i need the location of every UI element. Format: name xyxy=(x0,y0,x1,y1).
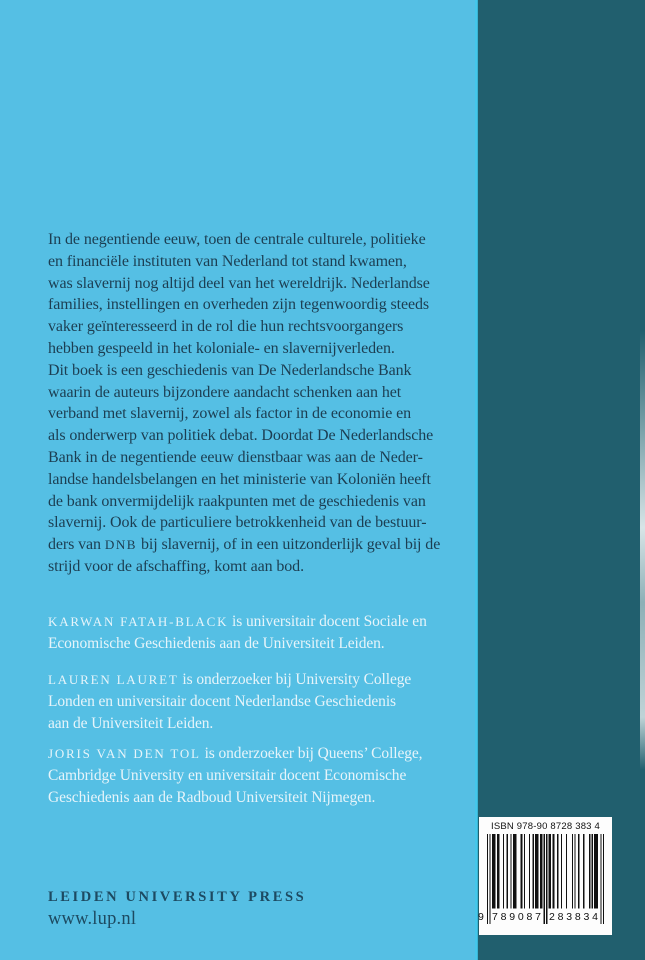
blurb-line: verband met slavernij, zowel als factor in de economie en xyxy=(48,405,412,423)
blurb-line: hebben gespeeld in het koloniale- en slavernijverleden. xyxy=(48,339,395,357)
spine-stripe xyxy=(477,0,645,960)
publisher-url: www.lup.nl xyxy=(48,909,137,929)
author-bio: KARWAN FATAH-BLACK is universitair docent Sociale en Economische Geschiedenis aan de Universiteit Leiden. xyxy=(48,613,427,652)
blurb-line: en financiële instituten van Nederland tot stand kwamen, xyxy=(48,252,407,270)
blurb-line: was slavernij nog altijd deel van het wereldrijk. Nederlandse xyxy=(48,274,430,292)
blurb-line: waarin de auteurs bijzondere aandacht schenken aan het xyxy=(48,383,402,401)
blurb-line: Dit boek is een geschiedenis van De Nederlandsche Bank xyxy=(48,361,412,379)
author-name: JORIS VAN DEN TOL xyxy=(48,746,201,761)
blurb-line: families, instellingen en overheden zijn tegenwoordig steeds xyxy=(48,296,430,314)
isbn-label: ISBN 978-90 8728 383 4 xyxy=(491,821,600,832)
blurb-line: landse handelsbelangen en het ministerie van Koloniën heeft xyxy=(48,470,431,488)
ean13-barcode xyxy=(478,834,604,924)
barcode-digit-first: 9 xyxy=(478,911,484,923)
author-bio: JORIS VAN DEN TOL is onderzoeker bij Queens’ College, Cambridge University en universitair docent Economische Geschiedenis aan de Radboud Universiteit Nijmegen. xyxy=(48,745,423,806)
blurb xyxy=(48,229,460,578)
blurb-line: strijd voor de afschaffing, komt aan bod. xyxy=(48,557,304,575)
spine-edge-highlight xyxy=(475,0,478,960)
blurb-line: In de negentiende eeuw, toen de centrale culturele, politieke xyxy=(48,231,426,248)
blurb-line: slavernij. Ook de particuliere betrokkenheid van de bestuur- xyxy=(48,514,427,532)
publisher-block xyxy=(48,889,306,930)
dnb-smallcaps: DNB xyxy=(104,537,138,553)
blurb-line: ders van DNB bij slavernij, of in een uitzonderlijk geval bij de xyxy=(48,536,441,554)
authors xyxy=(48,611,468,823)
blurb-line: vaker geïnteresseerd in de rol die hun rechtsvoorgangers xyxy=(48,318,404,336)
author-name: KARWAN FATAH-BLACK xyxy=(48,614,229,629)
author-bio: LAUREN LAURET is onderzoeker bij University College Londen en universitair docent Nederlandse Geschiedenis aan de Universiteit Leiden. xyxy=(48,671,412,732)
blurb-line: de bank onvermijdelijk raakpunten met de geschiedenis van xyxy=(48,492,426,510)
author-name: LAUREN LAURET xyxy=(48,672,179,687)
barcode-box xyxy=(479,817,612,935)
publisher-name: LEIDEN UNIVERSITY PRESS xyxy=(48,889,307,905)
barcode-digit-group-left: 7 8 9 0 8 7 xyxy=(492,911,541,923)
blurb-line: als onderwerp van politiek debat. Doordat De Nederlandsche xyxy=(48,427,434,445)
barcode-digit-group-right: 2 8 3 8 3 4 xyxy=(549,911,598,923)
blurb-line: Bank in de negentiende eeuw dienstbaar was aan de Neder- xyxy=(48,448,423,466)
book-page-edge-highlight xyxy=(640,330,645,770)
barcode-digits xyxy=(478,910,604,923)
